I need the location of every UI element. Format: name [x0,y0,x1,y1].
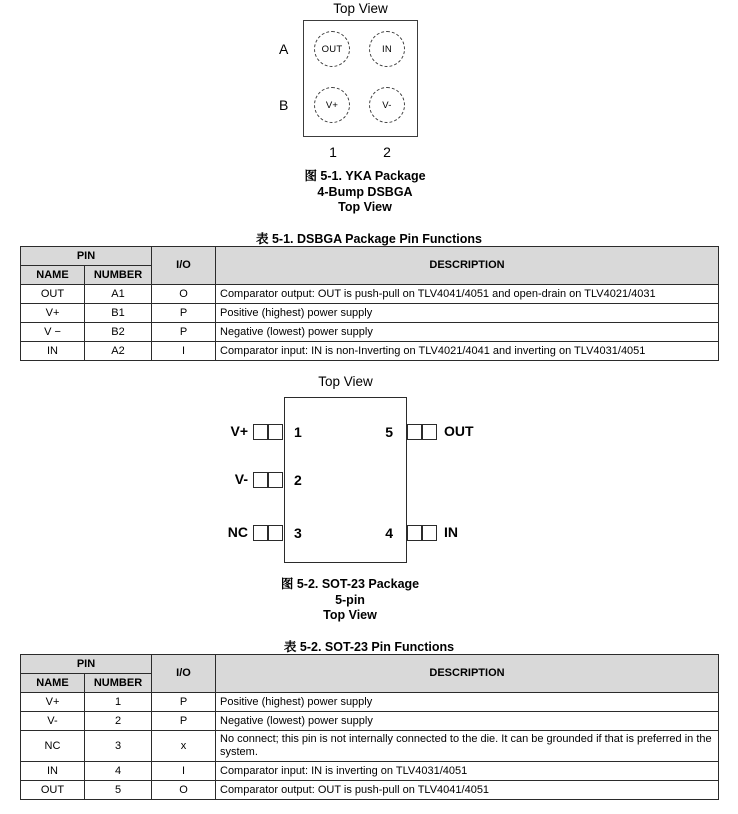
sot23-pin1-lead [253,424,284,440]
table-5-1-header-description: DESCRIPTION [216,247,719,285]
sot23-pin3-label: NC [227,524,248,540]
table-row [21,731,719,762]
pin-name: V+ [21,304,85,323]
sot23-pin4-number: 4 [385,525,393,541]
table-5-2-header-description: DESCRIPTION [216,655,719,693]
pin-io: P [152,323,216,342]
pin-number: A2 [85,342,152,361]
table-row [21,655,719,674]
pin-lead-segment [267,424,283,440]
pin-number: 1 [85,693,152,712]
sot23-pin5-lead [407,424,438,440]
pin-description: Negative (lowest) power supply [216,323,719,342]
figure-5-1-caption-line2: 4-Bump DSBGA [317,184,413,199]
pin-name: NC [21,731,85,762]
table-5-2-title: 表 5-2. SOT-23 Pin Functions [283,640,455,654]
table-5-1-title: 表 5-1. DSBGA Package Pin Functions [256,232,482,246]
sot23-pin5-label: OUT [444,423,474,439]
pin-description: Negative (lowest) power supply [216,712,719,731]
figure-5-1-caption-line3: Top View [338,200,392,214]
pin-description: Positive (highest) power supply [216,304,719,323]
sot23-pin4-label: IN [444,524,458,540]
table-row [21,712,719,731]
pin-io: P [152,693,216,712]
dsbga-bump-vplus: V+ [314,87,350,123]
sot23-pin2-number: 2 [294,472,302,488]
pin-name: OUT [21,285,85,304]
table-row [21,342,719,361]
pin-description: Comparator input: IN is inverting on TLV4031/4051 [216,762,719,781]
table-5-1 [20,246,719,361]
pin-description: No connect; this pin is not internally connected to the die. It can be grounded if that is preferred in the system. [216,731,719,762]
dsbga-top-view-label: Top View [333,1,388,16]
figure-5-2-caption-line2: 5-pin [335,592,365,607]
table-5-1-header-name: NAME [21,266,85,285]
pin-lead-segment [421,525,437,541]
table-5-2-header-io: I/O [152,655,216,693]
pin-io: O [152,285,216,304]
figure-5-2-caption-line3: Top View [323,608,377,622]
figure-5-1-caption [240,169,490,216]
pin-io: I [152,342,216,361]
sot23-pin3-number: 3 [294,525,302,541]
pin-name: IN [21,342,85,361]
table-5-1-header-io: I/O [152,247,216,285]
sot23-pin4-lead [407,525,438,541]
pin-description: Comparator output: OUT is push-pull on TLV4041/4051 [216,781,719,800]
sot23-pin1-label: V+ [230,423,248,439]
table-row [21,247,719,266]
pin-io: I [152,762,216,781]
table-5-2 [20,654,719,800]
table-row [21,693,719,712]
dsbga-bump-in: IN [369,31,405,67]
pin-lead-segment [421,424,437,440]
pin-name: V − [21,323,85,342]
pin-name: V- [21,712,85,731]
pin-number: B1 [85,304,152,323]
pin-number: A1 [85,285,152,304]
figure-5-2-caption [225,577,475,624]
pin-number: 3 [85,731,152,762]
pin-number: 5 [85,781,152,800]
sot23-pin3-lead [253,525,284,541]
sot23-pin2-label: V- [234,471,248,487]
table-row [21,304,719,323]
table-5-1-header-number: NUMBER [85,266,152,285]
figure-5-1-caption-line1: 图 5-1. YKA Package [304,169,426,183]
sot23-pin5-number: 5 [385,424,393,440]
pin-description: Positive (highest) power supply [216,693,719,712]
dsbga-row-label-b: B [279,97,289,113]
table-5-2-header-pin: PIN [21,655,152,674]
table-row [21,762,719,781]
pin-lead-segment [267,472,283,488]
pin-name: OUT [21,781,85,800]
pin-io: x [152,731,216,762]
dsbga-bump-out: OUT [314,31,350,67]
table-5-2-header-name: NAME [21,674,85,693]
table-5-1-header-pin: PIN [21,247,152,266]
pin-description: Comparator input: IN is non-Inverting on TLV4021/4041 and inverting on TLV4031/4051 [216,342,719,361]
pin-number: B2 [85,323,152,342]
table-row [21,285,719,304]
pin-name: IN [21,762,85,781]
table-row [21,323,719,342]
dsbga-bump-vminus: V- [369,87,405,123]
pin-io: O [152,781,216,800]
sot23-pin1-number: 1 [294,424,302,440]
pin-io: P [152,304,216,323]
pin-name: V+ [21,693,85,712]
figure-5-2-caption-line1: 图 5-2. SOT-23 Package [280,577,420,591]
dsbga-col-label-2: 2 [383,144,391,160]
pin-lead-segment [267,525,283,541]
table-row [21,781,719,800]
table-5-2-header-number: NUMBER [85,674,152,693]
sot23-pin2-lead [253,472,284,488]
pin-io: P [152,712,216,731]
pin-number: 4 [85,762,152,781]
pin-number: 2 [85,712,152,731]
pin-description: Comparator output: OUT is push-pull on TLV4041/4051 and open-drain on TLV4021/4031 [216,285,719,304]
sot23-top-view-label: Top View [318,374,373,389]
dsbga-col-label-1: 1 [329,144,337,160]
dsbga-row-label-a: A [279,41,289,57]
